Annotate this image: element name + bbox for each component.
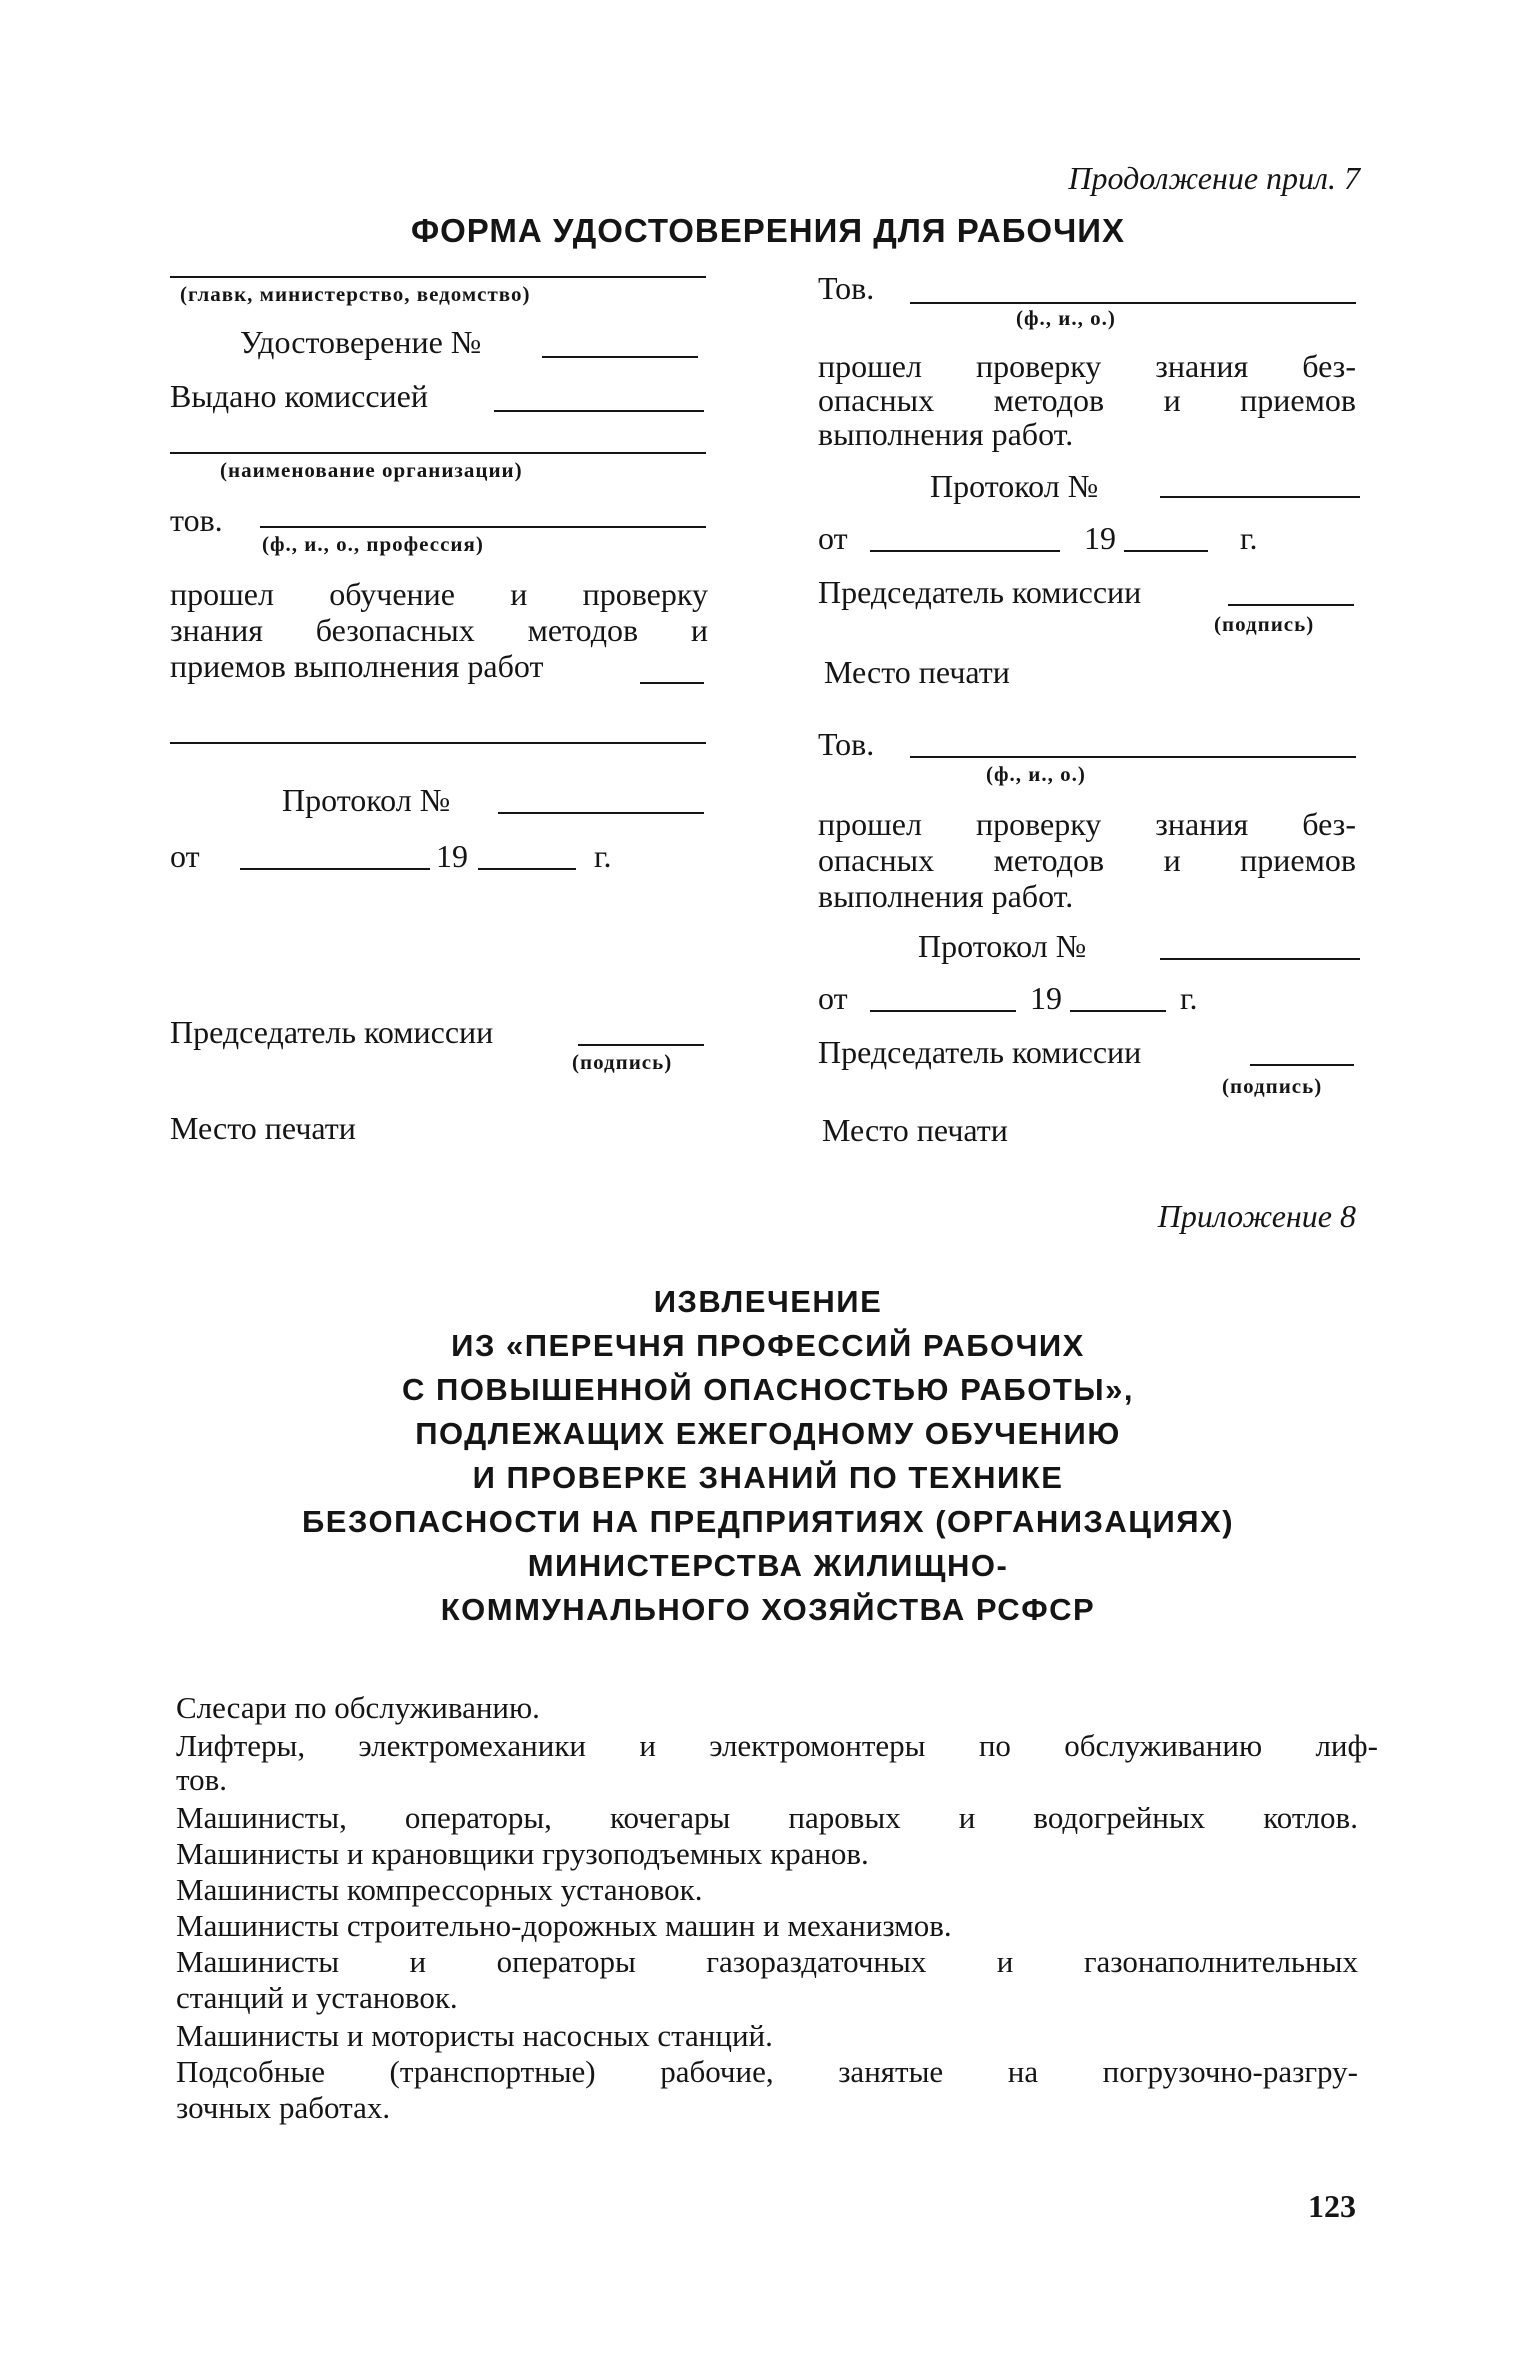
signature-field[interactable] (1250, 1064, 1354, 1066)
word: и (690, 612, 708, 648)
word: Машинисты, (176, 1800, 347, 1835)
from-label: от (170, 838, 200, 874)
word: безопасных (315, 612, 475, 648)
word: без- (1302, 806, 1356, 842)
word: прошел (818, 348, 922, 384)
year-field[interactable] (1124, 550, 1208, 552)
word: Подсобные (176, 2054, 325, 2089)
date-field[interactable] (240, 868, 430, 870)
protocol-number-field[interactable] (1160, 496, 1360, 498)
seal-label: Место печати (824, 654, 1010, 690)
fio-profession-field[interactable] (260, 526, 706, 528)
g-label: г. (1240, 520, 1258, 556)
protocol-label: Протокол № (282, 782, 451, 818)
word: электромонтеры (709, 1728, 926, 1763)
word: и (510, 576, 528, 612)
passed-text: прошел обучение и проверку знания безопасных методов и приемов выполнения работ (170, 576, 708, 684)
seal-label: Место печати (170, 1110, 356, 1146)
word: и (996, 1944, 1014, 1979)
fio-field[interactable] (910, 302, 1356, 304)
list-item (176, 1728, 1378, 1764)
list-item: Машинисты и мотористы насосных станций. (176, 2018, 773, 2053)
caption-fio: (ф., и., о.) (986, 762, 1086, 786)
word: Машинисты (176, 1944, 340, 1979)
word: лиф- (1315, 1728, 1378, 1763)
protocol-number-field[interactable] (1160, 958, 1360, 960)
from-label: от (818, 520, 848, 556)
word: по (978, 1728, 1011, 1763)
list-item: станций и установок. (176, 1980, 458, 2015)
word: прошел (818, 806, 922, 842)
caption-signature: (подпись) (572, 1050, 673, 1074)
word: и (1163, 382, 1181, 418)
chairman-label: Председатель комиссии (170, 1014, 494, 1050)
commission-field[interactable] (494, 410, 704, 412)
word: и (409, 1944, 427, 1979)
passed-field[interactable] (640, 682, 704, 684)
word: приемов (1240, 382, 1356, 418)
tov-label: Тов. (818, 726, 875, 762)
word: обучение (329, 576, 455, 612)
protocol-number-field[interactable] (498, 812, 704, 814)
year-label: 19 (1030, 980, 1062, 1016)
word: операторы, (404, 1800, 552, 1835)
word: методов (527, 612, 639, 648)
page-number: 123 (1308, 2188, 1356, 2224)
seal-label: Место печати (822, 1112, 1008, 1148)
year-field[interactable] (1070, 1010, 1166, 1012)
word: прошел (170, 576, 274, 612)
caption-organization: (наименование организации) (220, 458, 523, 482)
date-field[interactable] (870, 550, 1060, 552)
word: знания (1155, 348, 1249, 384)
word: рабочие, (660, 2054, 774, 2089)
word: без- (1302, 348, 1356, 384)
certificate-label: Удостоверение № (240, 324, 482, 360)
issued-label: Выдано комиссией (170, 378, 428, 414)
caption-signature: (подпись) (1222, 1074, 1323, 1098)
word: проверку (975, 806, 1102, 842)
word: газораздаточных (706, 1944, 927, 1979)
passed-text: прошел проверку знания без- опасных методов и приемов выполнения работ. (818, 348, 1356, 452)
word: приемов (1240, 842, 1356, 878)
year-label: 19 (1084, 520, 1116, 556)
word: опасных (818, 842, 935, 878)
caption-fio-profession: (ф., и., о., профессия) (262, 532, 484, 556)
protocol-label: Протокол № (918, 928, 1087, 964)
certificate-number-field[interactable] (542, 356, 698, 358)
word: на (1007, 2054, 1039, 2089)
organization-field[interactable] (170, 452, 706, 454)
continuation-label: Продолжение прил. 7 (1068, 160, 1360, 196)
list-item: зочных работах. (176, 2090, 391, 2125)
chairman-label: Председатель комиссии (818, 574, 1142, 610)
list-item: Машинисты строительно-дорожных машин и механизмов. (176, 1908, 952, 1943)
year-field[interactable] (478, 868, 576, 870)
word: электромеханики (358, 1728, 587, 1763)
g-label: г. (594, 838, 612, 874)
word: котлов. (1263, 1800, 1358, 1835)
caption-signature: (подпись) (1214, 612, 1315, 636)
word: Лифтеры, (176, 1728, 306, 1763)
word: и (639, 1728, 656, 1763)
signature-field[interactable] (578, 1044, 704, 1046)
chairman-label: Председатель комиссии (818, 1034, 1142, 1070)
fio-field[interactable] (910, 756, 1356, 758)
blank-line[interactable] (170, 742, 706, 744)
caption-ministry: (главк, министерство, ведомство) (180, 282, 531, 306)
word: методов (993, 842, 1105, 878)
g-label: г. (1180, 980, 1198, 1016)
appendix-label: Приложение 8 (1157, 1198, 1356, 1234)
list-item (176, 1800, 1358, 1836)
tov-label: тов. (170, 502, 223, 538)
word: газонаполнительных (1083, 1944, 1358, 1979)
protocol-label: Протокол № (930, 468, 1099, 504)
word: паровых (788, 1800, 901, 1835)
word: занятые (838, 2054, 944, 2089)
list-item (176, 1944, 1358, 1980)
appendix-title: ИЗВЛЕЧЕНИЕ ИЗ «ПЕРЕЧНЯ ПРОФЕССИЙ РАБОЧИХ С ПОВЫШЕННОЙ ОПАСНОСТЬЮ РАБОТЫ», ПОДЛЕЖАЩИХ ЕЖЕГОДНОМУ ОБУЧЕНИЮ И ПРОВЕРКЕ ЗНАНИЙ ПО ТЕХНИКЕ БЕЗОПАСНОСТИ НА ПРЕДПРИЯТИЯХ (ОРГАНИЗАЦИЯХ) МИНИСТЕРСТВА ЖИЛИЩНО- КОММУНАЛЬНОГО ХОЗЯЙСТВА РСФСР (301, 1284, 1235, 1627)
year-label: 19 (436, 838, 468, 874)
list-item: Машинисты компрессорных установок. (176, 1872, 703, 1907)
word: проверку (582, 576, 708, 612)
caption-fio: (ф., и., о.) (1016, 306, 1116, 330)
word: проверку (975, 348, 1102, 384)
tov-label: Тов. (818, 270, 875, 306)
form-title: ФОРМА УДОСТОВЕРЕНИЯ ДЛЯ РАБОЧИХ (410, 212, 1126, 249)
word: и (1163, 842, 1181, 878)
word: методов (993, 382, 1105, 418)
list-item (176, 2054, 1358, 2090)
word: операторы (496, 1944, 636, 1979)
list-item: тов. (176, 1762, 228, 1797)
signature-field[interactable] (1228, 604, 1354, 606)
word: кочегары (609, 1800, 731, 1835)
list-item: Машинисты и крановщики грузоподъемных кранов. (176, 1836, 869, 1871)
from-label: от (818, 980, 848, 1016)
word: и (958, 1800, 976, 1835)
word: водогрейных (1033, 1800, 1206, 1835)
list-item: Слесари по обслуживанию. (176, 1690, 540, 1725)
word: знания (1155, 806, 1249, 842)
date-field[interactable] (870, 1010, 1016, 1012)
word: погрузочно-разгру- (1102, 2054, 1358, 2089)
word: знания (170, 612, 263, 648)
passed-text: прошел проверку знания без- опасных методов и приемов выполнения работ. (818, 806, 1356, 914)
word: обслуживанию (1064, 1728, 1263, 1763)
word: опасных (818, 382, 935, 418)
word: (транспортные) (389, 2054, 596, 2089)
